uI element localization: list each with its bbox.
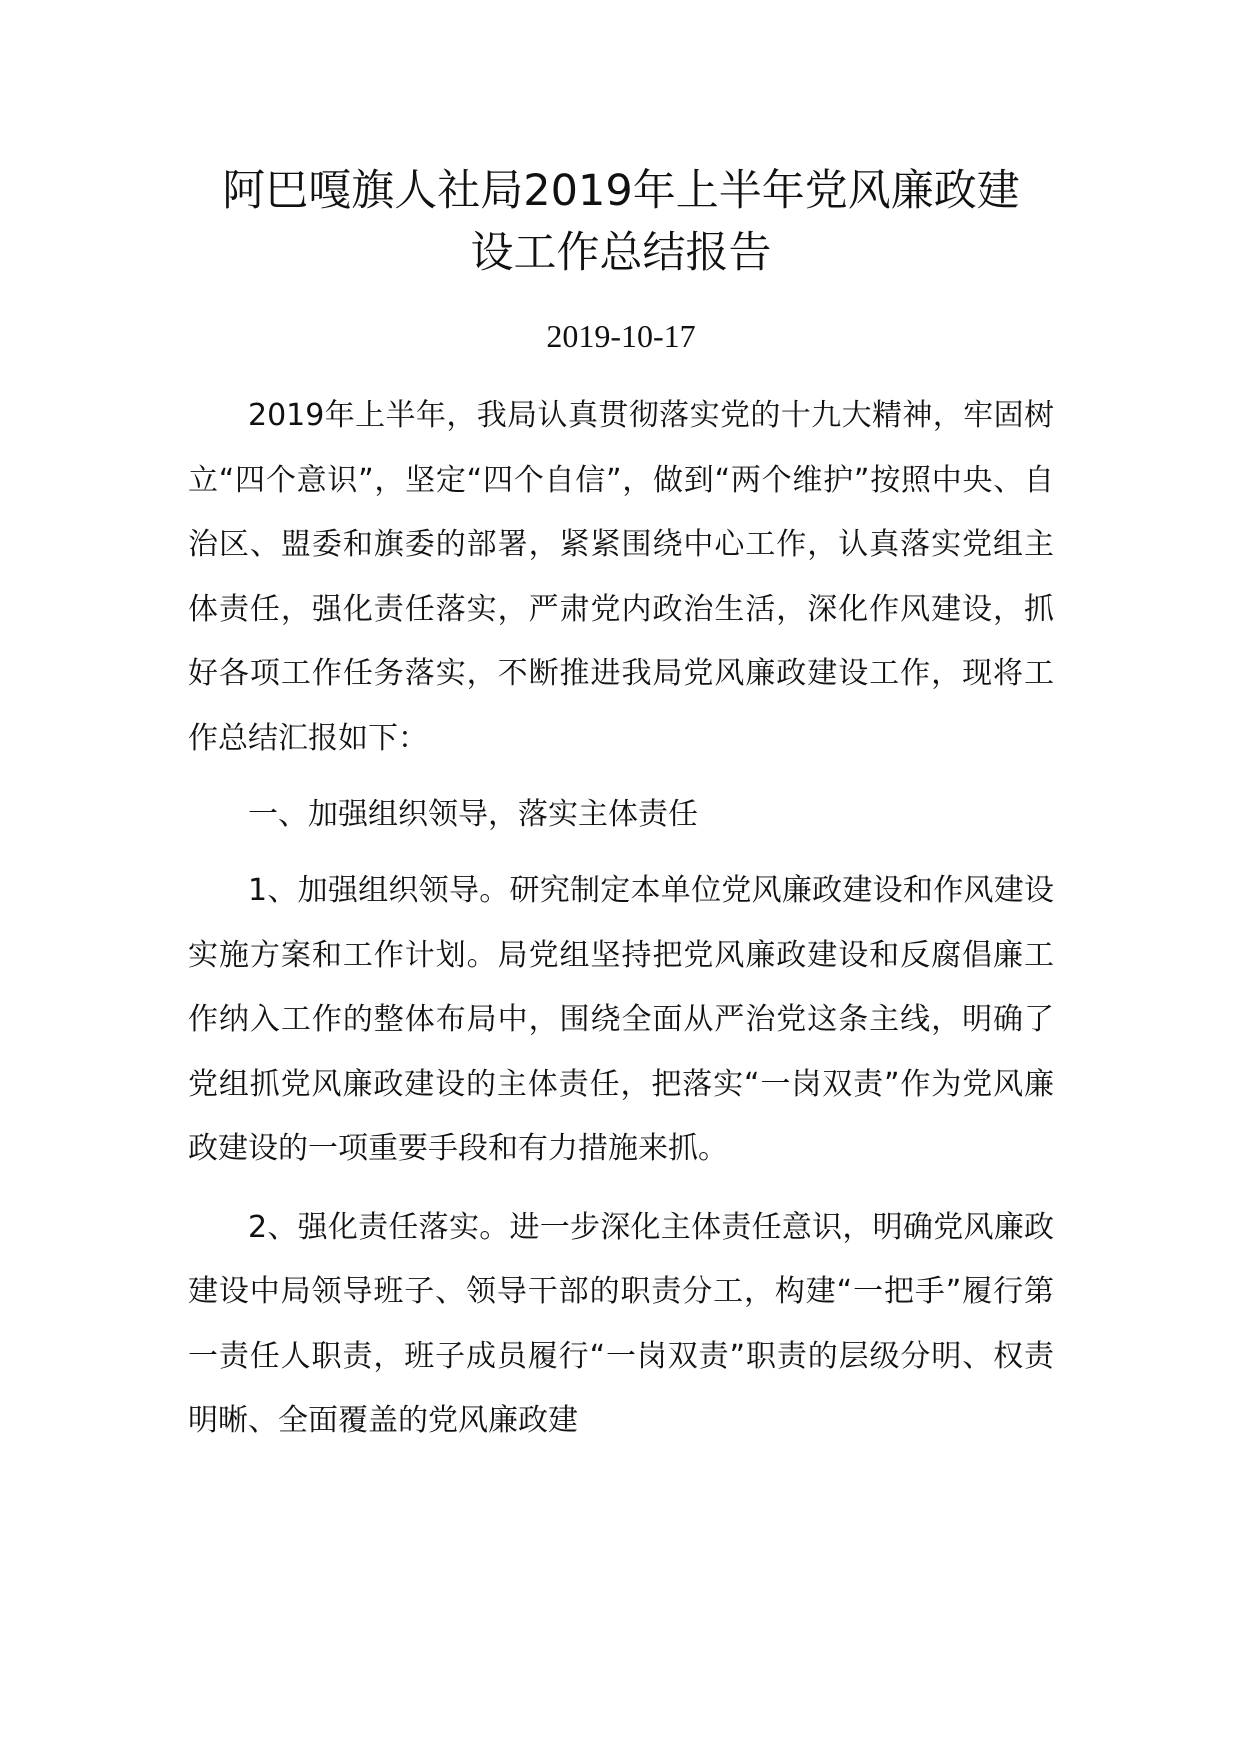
paragraph-spacer: [188, 1182, 1054, 1196]
title-line-2: 设工作总结报告: [470, 228, 772, 278]
intro-paragraph: 2019年上半年，我局认真贯彻落实党的十九大精神，牢固树立“四个意识”，坚定“四个自信”，做到“两个维护”按照中央、自治区、盟委和旗委的部署，紧紧围绕中心工作，认真落实党组主体责任，强化责任落实，严肃党内政治生活，深化作风建设，抓好各项工作任务落实，不断推进我局党风廉政建设工作，现将工作总结汇报如下：: [188, 398, 1054, 756]
document-title: [188, 160, 1054, 284]
section-heading-1: 一、加强组织领导，落实主体责任: [248, 797, 698, 832]
title-line-1: 阿巴嘎旗人社局2019年上半年党风廉政建: [222, 166, 1020, 216]
item-paragraph-1: 1、加强组织领导。研究制定本单位党风廉政建设和作风建设实施方案和工作计划。局党组坚持把党风廉政建设和反腐倡廉工作纳入工作的整体布局中，围绕全面从严治党这条主线，明确了党组抓党风廉政建设的主体责任，把落实“一岗双责”作为党风廉政建设的一项重要手段和有力措施来抓。: [188, 873, 1054, 1166]
document-page: [188, 160, 1054, 1454]
item-paragraph-2: 2、强化责任落实。进一步深化主体责任意识，明确党风廉政建设中局领导班子、领导干部的职责分工，构建“一把手”履行第一责任人职责，班子成员履行“一岗双责”职责的层级分明、权责明晰、全面覆盖的党风廉政建: [188, 1209, 1054, 1438]
document-date: 2019-10-17: [546, 318, 696, 354]
